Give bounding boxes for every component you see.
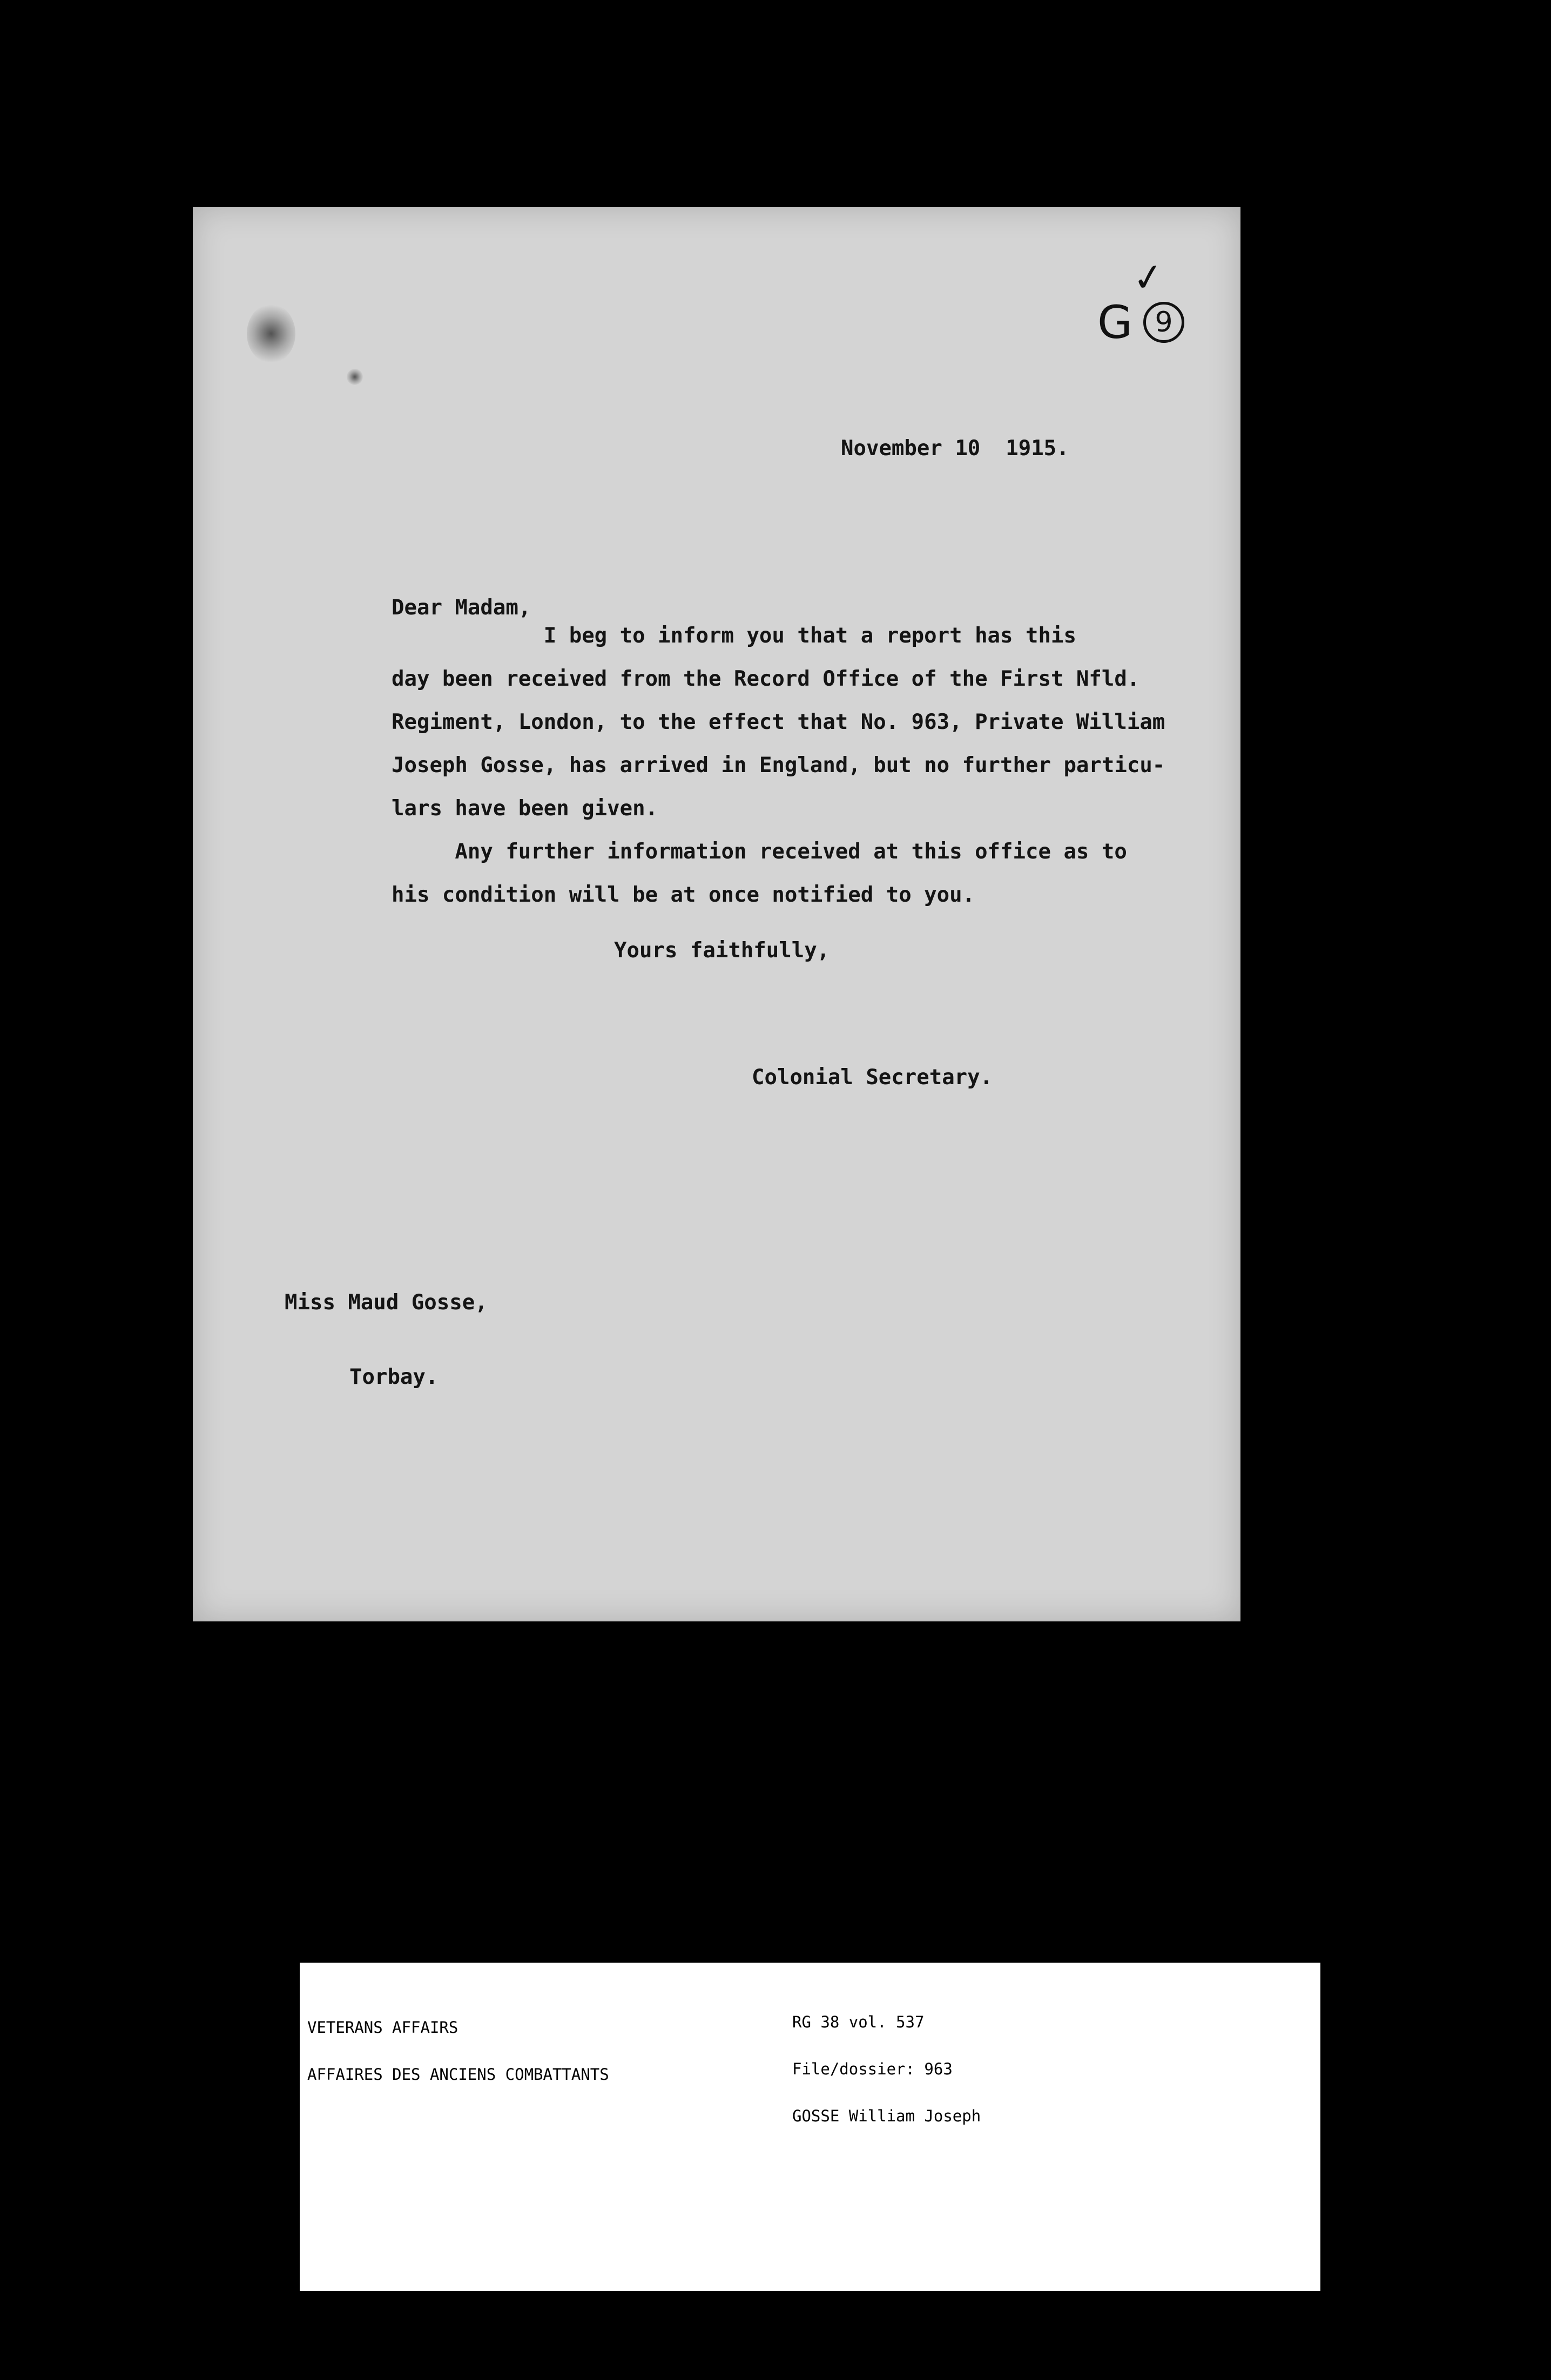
reference-line: RG 38 vol. 537 bbox=[792, 2013, 925, 2031]
letter-page bbox=[193, 207, 1240, 1621]
salutation: Dear Madam, bbox=[392, 596, 531, 620]
body-line: I beg to inform you that a report has this bbox=[392, 624, 1076, 648]
closing: Yours faithfully, bbox=[614, 938, 830, 963]
reference-line: File/dossier: 963 bbox=[792, 2060, 953, 2078]
archive-department bbox=[307, 1989, 609, 2114]
signature-title: Colonial Secretary. bbox=[752, 1065, 993, 1090]
archive-label bbox=[300, 1963, 1320, 2291]
department-line: AFFAIRES DES ANCIENS COMBATTANTS bbox=[307, 2065, 609, 2084]
body-line: his condition will be at once notified to you. bbox=[392, 883, 975, 907]
body-line: Any further information received at this office as to bbox=[392, 840, 1127, 864]
handwritten-check-mark: ✓ bbox=[1129, 253, 1168, 302]
ink-smudge bbox=[247, 304, 295, 363]
recipient-location: Torbay. bbox=[349, 1365, 439, 1389]
recipient-address bbox=[285, 1241, 488, 1439]
recipient-name: Miss Maud Gosse, bbox=[285, 1290, 488, 1315]
letter-body bbox=[392, 614, 1165, 917]
handwritten-page-number: 9 bbox=[1143, 302, 1184, 343]
body-line: Joseph Gosse, has arrived in England, but no further particu- bbox=[392, 753, 1165, 777]
archive-reference bbox=[792, 1983, 981, 2155]
handwritten-file-letter: G bbox=[1097, 296, 1133, 349]
body-line: day been received from the Record Office of the First Nfld. bbox=[392, 667, 1140, 691]
letter-date: November 10 1915. bbox=[841, 436, 1069, 461]
department-line: VETERANS AFFAIRS bbox=[307, 2018, 458, 2037]
ink-smudge bbox=[347, 369, 363, 385]
reference-line: GOSSE William Joseph bbox=[792, 2107, 981, 2125]
body-line: Regiment, London, to the effect that No. 963, Private William bbox=[392, 710, 1165, 734]
body-line: lars have been given. bbox=[392, 796, 658, 821]
